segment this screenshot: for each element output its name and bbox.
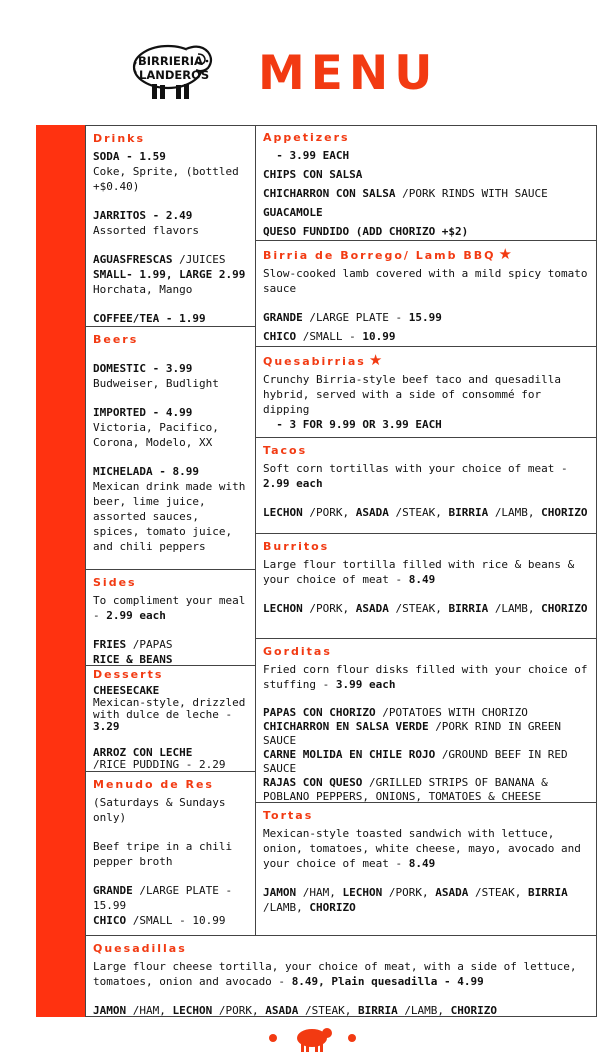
chicharron-desc: /PORK RINDS WITH SAUCE: [402, 187, 548, 200]
cheesecake-name: CHEESECAKE: [93, 684, 160, 697]
meat-birria: BIRRIA: [357, 1004, 405, 1016]
birria-chico-name: CHICO: [263, 330, 303, 343]
birria-grande-desc: /LARGE PLATE -: [309, 311, 409, 324]
domestic-name: DOMESTIC - 3.99: [93, 362, 193, 375]
tortas-price: 8.49: [408, 857, 436, 870]
gordita-option-name: PAPAS CON CHORIZO: [263, 706, 383, 719]
meat-lechon: LECHON: [342, 886, 389, 899]
gorditas-section: [256, 638, 596, 802]
michelada-desc: Mexican drink made with beer, lime juice, assorted sauces, spices, tomato juice, and chili peppers: [93, 480, 246, 553]
meat-asada-desc: /STEAK,: [304, 1004, 358, 1016]
meat-birria: BIRRIA: [448, 506, 495, 519]
menudo-chico-name: CHICO: [93, 914, 133, 927]
meat-birria: BIRRIA: [527, 886, 568, 899]
birria-heading: Birria de Borrego/ Lamb BBQ: [263, 249, 496, 262]
birria-desc: Slow-cooked lamb covered with a mild spicy tomato sauce: [263, 267, 588, 295]
appetizers-price: - 3.99 EACH: [263, 149, 350, 162]
menudo-heading: Menudo de Res: [93, 778, 214, 791]
gorditas-heading: Gorditas: [263, 645, 332, 658]
meat-birria-desc: /LAMB,: [494, 506, 542, 519]
birrieria-landeros-logo: [128, 40, 216, 108]
meat-jamon-desc: /HAM,: [302, 886, 343, 899]
burritos-heading: Burritos: [263, 540, 330, 553]
meat-asada-desc: /STEAK,: [474, 886, 528, 899]
accent-bar: [36, 125, 85, 1017]
sides-section: [86, 569, 255, 665]
fries-sub: /PAPAS: [132, 638, 173, 651]
gordita-option-desc: /GROUND BEEF IN RED SAUCE: [263, 748, 568, 775]
menudo-section: [86, 771, 255, 936]
coffee-name: COFFEE/TEA - 1.99: [93, 312, 206, 325]
imported-name: IMPORTED - 4.99: [93, 406, 193, 419]
star-icon: ★: [498, 245, 512, 263]
gordita-option-desc: /POTATOES WITH CHORIZO: [382, 706, 528, 719]
cheesecake-desc: Mexican-style, drizzled with dulce de leche -: [93, 696, 246, 721]
arroz-name: ARROZ CON LECHE: [93, 746, 193, 759]
left-column: [85, 125, 256, 936]
desserts-section: [86, 665, 255, 771]
domestic-desc: Budweiser, Budlight: [93, 377, 219, 390]
gordita-option-name: CARNE MOLIDA EN CHILE ROJO: [263, 748, 442, 761]
meat-lechon-desc: /PORK,: [388, 886, 436, 899]
sides-intro: To compliment your meal -: [93, 594, 246, 622]
sides-price: 2.99 each: [106, 609, 166, 622]
tacos-desc: Soft corn tortillas with your choice of meat -: [263, 462, 568, 475]
appetizers-section: [256, 126, 596, 240]
birria-chico-price: 10.99: [362, 330, 396, 343]
sheep-icon: [268, 1022, 358, 1054]
menudo-grande-desc: /LARGE PLATE - 15.99: [93, 884, 233, 912]
quesabirrias-heading: Quesabirrias: [263, 355, 366, 368]
quesadillas-box: [85, 935, 597, 1017]
jarritos-desc: Assorted flavors: [93, 224, 199, 237]
tortas-desc: Mexican-style toasted sandwich with lettuce, onion, tomatoes, white cheese, mayo, avocado and your choice of meat -: [263, 827, 581, 870]
meat-lechon-desc: /PORK,: [218, 1004, 266, 1016]
tortas-section: [256, 802, 596, 936]
menudo-chico-desc: /SMALL - 10.99: [132, 914, 226, 927]
sides-heading: Sides: [93, 576, 137, 589]
meat-chorizo: CHORIZO: [541, 506, 588, 519]
tacos-heading: Tacos: [263, 444, 308, 457]
quesabirrias-section: [256, 346, 596, 437]
desserts-heading: Desserts: [93, 668, 164, 681]
drinks-heading: Drinks: [93, 132, 146, 145]
meat-asada-desc: /STEAK,: [395, 506, 449, 519]
gorditas-price: 3.99 each: [335, 678, 396, 691]
star-icon: ★: [368, 351, 383, 369]
gordita-option-desc: /PORK RIND IN GREEN SAUCE: [263, 720, 562, 747]
meat-asada-desc: /STEAK,: [395, 602, 449, 615]
birria-grande-name: GRANDE: [263, 311, 310, 324]
arroz-desc: /RICE PUDDING - 2.29: [93, 758, 226, 771]
quesadillas-heading: Quesadillas: [93, 942, 187, 955]
right-column: [255, 125, 597, 936]
quesadillas-section: [86, 936, 596, 1016]
meat-asada: ASADA: [435, 886, 475, 899]
meat-chorizo: CHORIZO: [309, 901, 356, 914]
meat-jamon: JAMON: [93, 1004, 133, 1016]
birria-grande-price: 15.99: [408, 311, 442, 324]
quesabirrias-price: - 3 FOR 9.99 OR 3.99 EACH: [263, 418, 442, 431]
menudo-desc: Beef tripe in a chili pepper broth: [93, 840, 233, 868]
fries-name: FRIES: [93, 638, 133, 651]
birria-chico-desc: /SMALL -: [302, 330, 363, 343]
meat-birria: BIRRIA: [448, 602, 495, 615]
meat-lechon-desc: /PORK,: [309, 602, 356, 615]
gordita-option-name: RAJAS CON QUESO: [263, 776, 369, 789]
aguas-desc: Horchata, Mango: [93, 283, 193, 296]
meat-lechon: LECHON: [263, 602, 310, 615]
gordita-option-name: CHICHARRON EN SALSA VERDE: [263, 720, 436, 733]
meat-jamon: JAMON: [263, 886, 303, 899]
meat-asada: ASADA: [265, 1004, 305, 1016]
chips-name: CHIPS CON SALSA: [263, 168, 363, 181]
beers-section: [86, 326, 255, 569]
soda-name: SODA - 1.59: [93, 150, 166, 163]
michelada-name: MICHELADA - 8.99: [93, 465, 199, 478]
page-title: MENU: [258, 46, 439, 101]
meat-jamon-desc: /HAM,: [132, 1004, 173, 1016]
chicharron-name: CHICHARRON CON SALSA: [263, 187, 403, 200]
meat-lechon: LECHON: [172, 1004, 219, 1016]
meat-lechon: LECHON: [263, 506, 310, 519]
quesabirrias-desc: Crunchy Birria-style beef taco and quesadilla hybrid, served with a side of consommé for dipping: [263, 373, 562, 416]
svg-text:LANDEROS: LANDEROS: [139, 68, 210, 82]
aguas-price: SMALL- 1.99, LARGE 2.99: [93, 268, 246, 281]
meat-birria-desc: /LAMB,: [494, 602, 542, 615]
gorditas-desc: Fried corn flour disks filled with your choice of stuffing -: [263, 663, 588, 691]
meat-chorizo: CHORIZO: [541, 602, 588, 615]
imported-desc: Victoria, Pacifico, Corona, Modelo, XX: [93, 421, 219, 449]
meat-birria-desc: /LAMB,: [263, 901, 310, 914]
menudo-days: (Saturdays & Sundays only): [93, 796, 226, 824]
aguas-sep: /JUICES: [179, 253, 226, 266]
queso-fundido-name: QUESO FUNDIDO (ADD CHORIZO +$2): [263, 225, 469, 238]
gordita-option-desc: /GRILLED STRIPS OF BANANA & POBLANO PEPPERS, ONIONS, TOMATOES & CHEESE: [263, 776, 548, 802]
burritos-price: 8.49: [408, 573, 436, 586]
burritos-desc: Large flour tortilla filled with rice & beans & your choice of meat -: [263, 558, 575, 586]
meat-chorizo: CHORIZO: [450, 1004, 498, 1016]
meat-birria-desc: /LAMB,: [404, 1004, 451, 1016]
birria-section: [256, 240, 596, 346]
meat-asada: ASADA: [355, 602, 396, 615]
drinks-section: [86, 126, 255, 326]
guacamole-name: GUACAMOLE: [263, 206, 323, 219]
tortas-heading: Tortas: [263, 809, 314, 822]
tacos-section: [256, 437, 596, 533]
beers-heading: Beers: [93, 333, 139, 346]
jarritos-name: JARRITOS - 2.49: [93, 209, 193, 222]
soda-desc: Coke, Sprite, (bottled +$0.40): [93, 165, 239, 193]
aguas-name: AGUASFRESCAS: [93, 253, 180, 266]
cheesecake-price: 3.29: [93, 720, 120, 733]
meat-lechon-desc: /PORK,: [309, 506, 356, 519]
rice-beans-name: RICE & BEANS: [93, 653, 173, 665]
meat-asada: ASADA: [355, 506, 396, 519]
burritos-section: [256, 533, 596, 638]
tacos-price: 2.99 each: [263, 477, 323, 490]
quesadillas-price: 8.49, Plain quesadilla - 4.99: [291, 975, 484, 988]
appetizers-heading: Appetizers: [263, 131, 350, 144]
menudo-grande-name: GRANDE: [93, 884, 140, 897]
quesadillas-desc: Large flour cheese tortilla, your choice of meat, with a side of lettuce, tomatoes, onion and avocado -: [93, 960, 577, 988]
svg-text:BIRRIERIA: BIRRIERIA: [138, 54, 203, 68]
